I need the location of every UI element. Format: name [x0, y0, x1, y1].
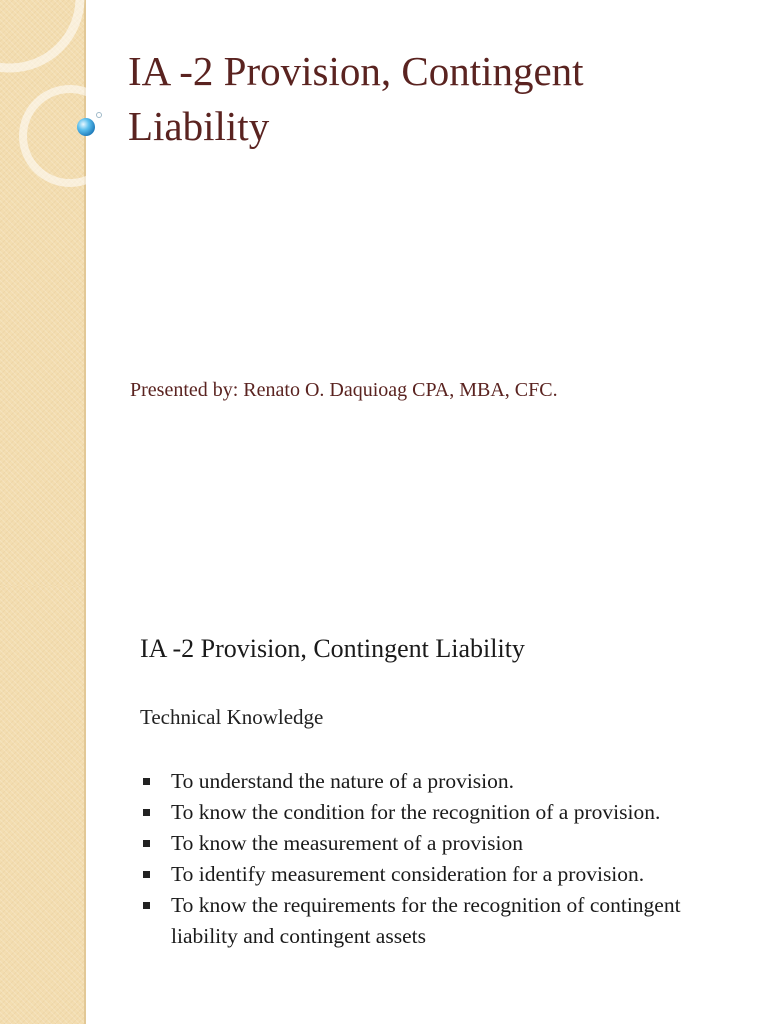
square-bullet-icon: [143, 778, 150, 785]
square-bullet-icon: [143, 902, 150, 909]
list-item: [140, 766, 700, 797]
decorative-side-band: [0, 586, 84, 1024]
list-item-text: To know the measurement of a provision: [171, 831, 523, 855]
side-band-edge: [84, 0, 86, 586]
content-slide: [0, 586, 768, 1024]
list-item-text: To know the requirements for the recognition of contingent liability and contingent assets: [171, 893, 681, 948]
side-band-edge: [84, 586, 86, 1024]
section-subtitle: Technical Knowledge: [140, 705, 324, 729]
slide-title: IA -2 Provision, Contingent Liability: [128, 48, 584, 149]
list-item-text: To know the condition for the recognition of a provision.: [171, 800, 661, 824]
small-dot-icon: [97, 113, 102, 118]
square-bullet-icon: [143, 809, 150, 816]
list-item: [140, 828, 700, 859]
list-item-text: To understand the nature of a provision.: [171, 769, 515, 793]
decorative-side-band: [0, 0, 84, 586]
list-item: [140, 797, 700, 828]
square-bullet-icon: [143, 840, 150, 847]
list-item: [140, 859, 700, 890]
list-item-text: To identify measurement consideration for a provision.: [171, 862, 645, 886]
objectives-list: [140, 766, 700, 952]
list-item: [140, 890, 700, 952]
square-bullet-icon: [143, 871, 150, 878]
presenter-text: Presented by: Renato O. Daquioag CPA, MBA, CFC.: [130, 379, 558, 401]
content-slide-title: IA -2 Provision, Contingent Liability: [140, 634, 525, 663]
